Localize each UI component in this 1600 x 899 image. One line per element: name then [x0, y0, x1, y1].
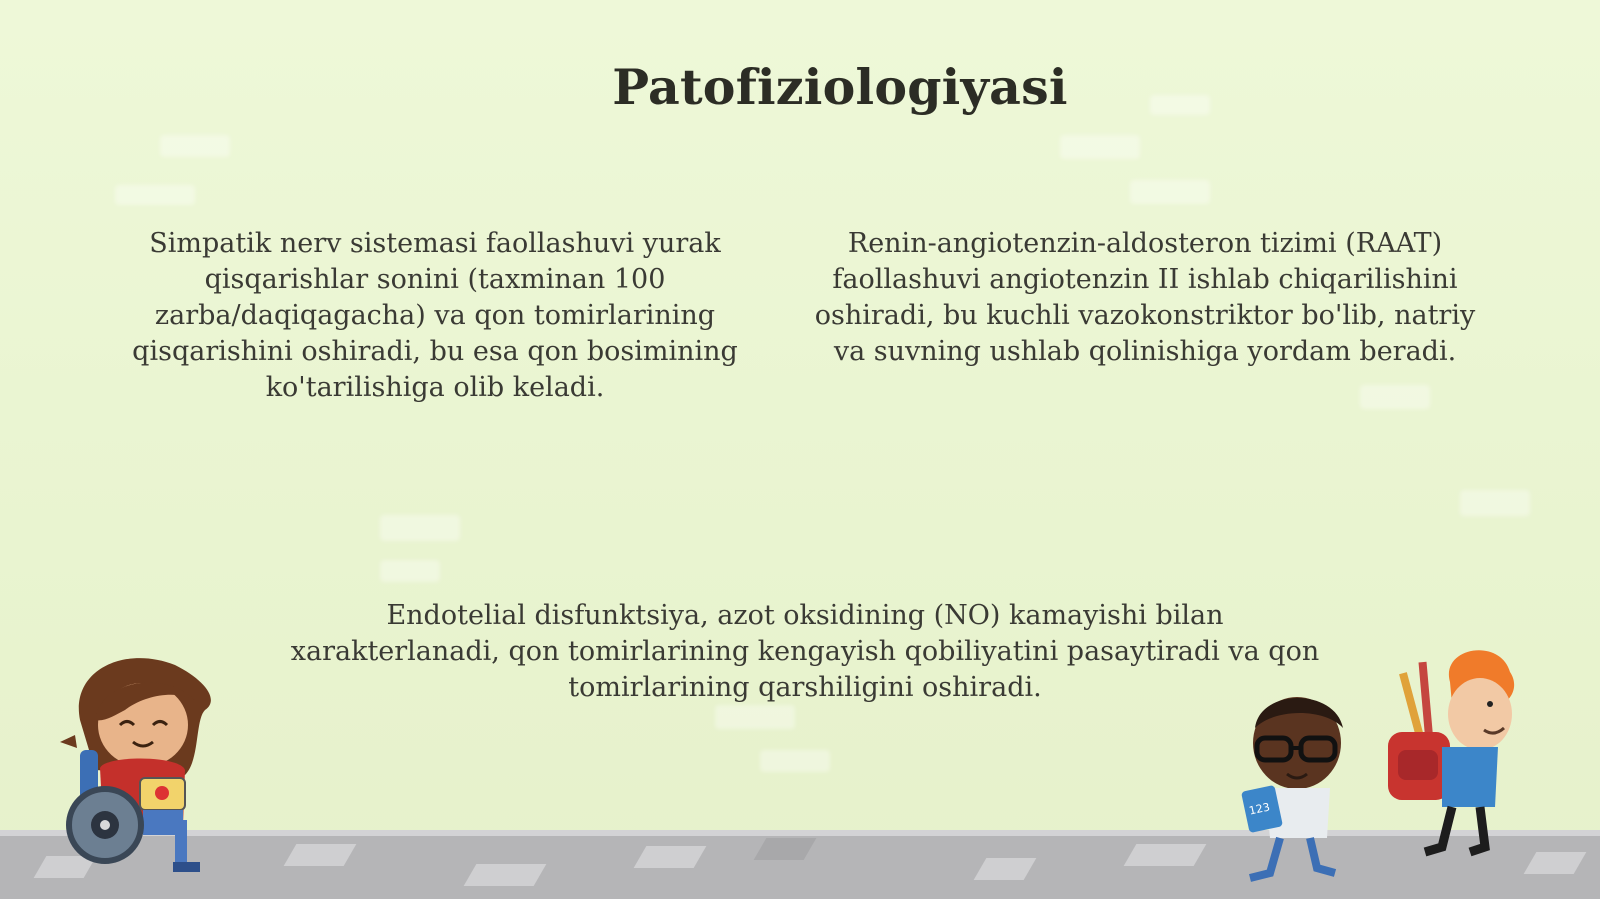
background-streak: [1130, 180, 1210, 204]
background-streak: [380, 515, 460, 541]
road-marking: [634, 846, 707, 868]
paragraph-endothelial: Endotelial disfunktsiya, azot oksidining (NO) kamayishi bilan xarakterlanadi, qon tomirlarining kengayish qobiliyatini pasaytiradi va qon tomirlarining qarshiligini oshiradi.: [290, 600, 1320, 703]
background-streak: [380, 560, 440, 582]
svg-text:123: 123: [1247, 800, 1272, 818]
background-streak: [1060, 135, 1140, 159]
background-streak: [715, 705, 795, 729]
road-marking: [284, 844, 357, 866]
road-marking: [754, 838, 817, 860]
girl-wheelchair-illustration: [55, 650, 235, 880]
boy-backpack-illustration: [1380, 642, 1540, 872]
paragraph-raas: Renin-angiotenzin-aldosteron tizimi (RAAT) faollashuvi angiotenzin II ishlab chiqarilishini oshiradi, bu kuchli vazokonstriktor bo'lib, natriy va suvning ushlab qolinishiga yordam beradi.: [814, 228, 1476, 367]
road-marking: [974, 858, 1037, 880]
background-streak: [1460, 490, 1530, 516]
background-streak: [160, 135, 230, 157]
road-marking: [1124, 844, 1207, 866]
background-streak: [1360, 385, 1430, 409]
slide-title: Patofiziologiyasi: [612, 58, 1068, 116]
boy-glasses-illustration: [1235, 688, 1375, 888]
paragraph-sympathetic: Simpatik nerv sistemasi faollashuvi yurak qisqarishlar sonini (taxminan 100 zarba/daqiqagacha) va qon tomirlarining qisqarishini oshiradi, bu esa qon bosimining ko'tarilishiga olib keladi.: [132, 228, 738, 403]
road-marking: [464, 864, 547, 886]
background-streak: [760, 750, 830, 772]
background-streak: [115, 185, 195, 205]
